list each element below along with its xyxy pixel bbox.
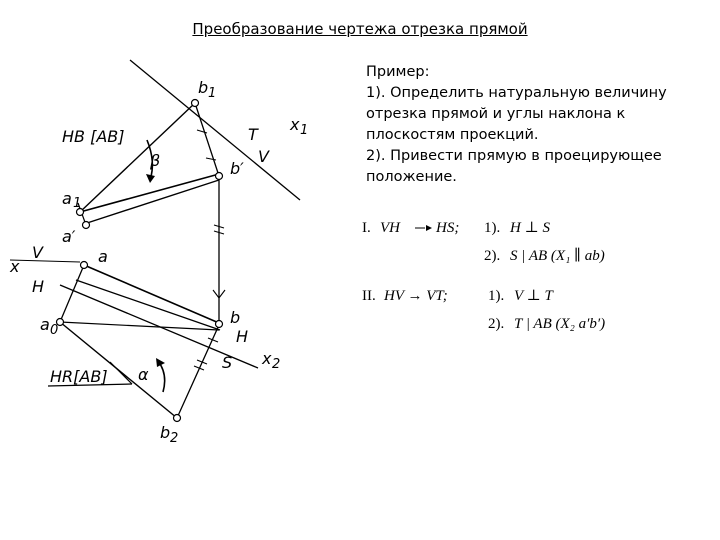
page-title: Преобразование чертежа отрезка прямой bbox=[192, 20, 528, 38]
link-b1-bprime bbox=[195, 103, 219, 176]
point-a-prime bbox=[83, 222, 90, 229]
label-b: b bbox=[230, 308, 241, 327]
svg-text:1: 1 bbox=[208, 86, 217, 101]
formula-2-roman: II. bbox=[362, 288, 376, 304]
formula-2-map: HV → VT; bbox=[384, 288, 448, 304]
label-b1: b bbox=[198, 78, 209, 97]
formula-1-step1-num: 1). bbox=[484, 220, 501, 236]
axis-x1 bbox=[130, 60, 300, 200]
formula-1-target: HS; bbox=[436, 220, 460, 236]
link-b-b2 bbox=[177, 325, 219, 418]
label-hr-ab: HR[AB] bbox=[50, 367, 108, 386]
point-b2 bbox=[174, 415, 181, 422]
label-x1: x bbox=[290, 115, 300, 134]
svg-text:0: 0 bbox=[50, 323, 59, 338]
label-a0: a bbox=[40, 315, 50, 334]
formula-2-step1: V ⊥ T bbox=[514, 288, 553, 304]
label-V-upper: V bbox=[258, 147, 269, 166]
label-b-prime: b′ bbox=[230, 159, 244, 178]
label-b2: b bbox=[160, 423, 171, 442]
point-b-prime bbox=[216, 173, 223, 180]
label-x2: x bbox=[262, 349, 272, 368]
label-alpha: α bbox=[138, 365, 149, 384]
point-b1 bbox=[192, 100, 199, 107]
task-item-1: 1). Определить натуральную величину отрезка прямой и углы наклона к плоскостям проекций. bbox=[366, 85, 667, 143]
formula-2-step1-num: 1). bbox=[488, 288, 505, 304]
segment-a-b bbox=[84, 265, 219, 323]
label-S: S bbox=[222, 353, 233, 372]
svg-text:1: 1 bbox=[300, 123, 309, 138]
task-heading: Пример: bbox=[366, 64, 430, 80]
formula-1-step2-num: 2). bbox=[484, 248, 501, 264]
formula-1-map: VH bbox=[380, 220, 400, 236]
point-a bbox=[81, 262, 88, 269]
formula-1-step1: H ⊥ S bbox=[510, 220, 550, 236]
label-H-lower: H bbox=[236, 327, 249, 346]
task-item-2: 2). Привести прямую в проецирующее положение. bbox=[366, 148, 662, 185]
label-beta: β bbox=[150, 151, 161, 170]
label-a1: a bbox=[62, 189, 72, 208]
label-x: x bbox=[10, 257, 20, 276]
label-T: T bbox=[248, 125, 258, 144]
formula-2-step2-num: 2). bbox=[488, 316, 505, 332]
formula-2-step2: T | AB (X₂ a′b′) bbox=[514, 316, 606, 332]
label-a: a bbox=[98, 247, 108, 266]
label-hb-ab: HB [AB] bbox=[62, 127, 125, 146]
label-a-prime: a′ bbox=[62, 227, 76, 246]
svg-text:2: 2 bbox=[170, 431, 179, 446]
label-H-left: H bbox=[32, 277, 45, 296]
point-b bbox=[216, 321, 223, 328]
formula-1-roman: I. bbox=[362, 220, 371, 236]
formula-block bbox=[362, 220, 605, 332]
svg-text:2: 2 bbox=[272, 357, 281, 372]
svg-text:1: 1 bbox=[73, 196, 82, 211]
formula-1-step2: S | AB (X₁ ∥ ab) bbox=[510, 248, 605, 264]
label-V-left: V bbox=[32, 243, 43, 262]
